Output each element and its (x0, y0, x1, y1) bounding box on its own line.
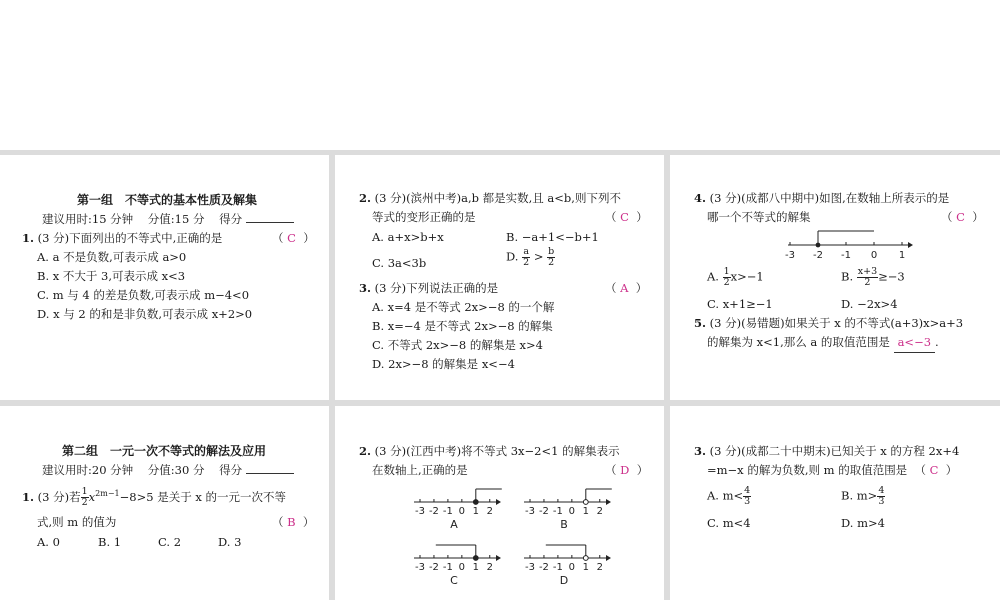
tick-label: -1 (442, 562, 453, 573)
g2-q1-option-b: B. 1 (98, 535, 122, 549)
q3-answer: （ A ） (605, 281, 648, 295)
hollow-dot (583, 556, 588, 561)
q4-option-c: C. x+1≥−1 (707, 297, 773, 311)
number-line-option-c (414, 545, 501, 587)
solid-dot (473, 500, 478, 505)
panel-group2-q2 (335, 406, 664, 600)
q4-tick-label: 0 (870, 250, 878, 261)
option-label: D (559, 574, 569, 587)
q3-stem: 3. (3 分)下列说法正确的是 (359, 281, 499, 295)
tick-label: -3 (415, 562, 425, 573)
group2-title: 第二组 一元一次不等式的解法及应用 (62, 444, 267, 458)
tick-label: 1 (582, 506, 589, 517)
suggested-time: 建议用时:15 分钟 (42, 212, 134, 226)
tick-label: -2 (538, 562, 549, 573)
g2-q2-stem-line2: 在数轴上,正确的是 (372, 463, 468, 477)
tick-label: 2 (486, 562, 493, 573)
panel-group1-q2-q3 (335, 155, 664, 400)
g2-q1-answer: （ B ） (272, 515, 315, 529)
tick-label: -3 (525, 506, 535, 517)
number-line-option-a (414, 489, 502, 531)
total-score: 分值:15 分 (147, 212, 205, 226)
q1-option-c: C. m 与 4 的差是负数,可表示成 m−4<0 (37, 288, 250, 302)
g2-q3-answer: C (929, 463, 939, 477)
group1-title: 第一组 不等式的基本性质及解集 (77, 193, 258, 207)
tick-label: 0 (568, 562, 576, 573)
solid-dot (473, 556, 478, 561)
g2-q3-stem-line1: 3. (3 分)(成都二十中期末)已知关于 x 的方程 2x+4 (694, 444, 960, 458)
q1-option-b: B. x 不大于 3,可表示成 x<3 (37, 269, 186, 283)
g2-q1-option-a: A. 0 (37, 535, 60, 549)
q4-option-b: B. $\frac{x+3}{2}$ ≥−3 (841, 266, 905, 288)
q1-answer: （ C ） (272, 231, 315, 245)
q2-stem-line1: 2. (3 分)(滨州中考)a,b 都是实数,且 a<b,则下列不 (359, 191, 621, 205)
tick-label: 1 (582, 562, 589, 573)
q1-option-a: A. a 不是负数,可表示成 a>0 (37, 250, 187, 264)
q5-stem-line1: 5. (3 分)(易错题)如果关于 x 的不等式(a+3)x>a+3 (694, 316, 964, 330)
tick-label: 1 (472, 506, 479, 517)
g2-q2-answer: （ D ） (605, 463, 649, 477)
q3-option-d: D. 2x>−8 的解集是 x<−4 (372, 357, 515, 371)
q2-option-c: C. 3a<3b (372, 256, 427, 270)
option-label: C (450, 574, 458, 587)
number-line-option-b (524, 489, 612, 531)
g2-q3-option-b: B. m> $\frac{4}{3}$ (841, 485, 885, 507)
g2-q2-number-lines (410, 480, 620, 596)
tick-label: -1 (552, 506, 563, 517)
tick-label: 0 (458, 562, 466, 573)
q2-stem-line2: 等式的变形正确的是 (372, 210, 476, 224)
hollow-dot (583, 500, 588, 505)
q4-option-a: A. $\frac{1}{2}$ x>−1 (707, 266, 764, 288)
g2-q1-option-c: C. 2 (158, 535, 182, 549)
q5-stem-line2: 的解集为 x<1,那么 a 的取值范围是 a<−3 . (707, 333, 939, 353)
tick-label: 0 (568, 506, 576, 517)
score-label: 得分 (219, 212, 243, 226)
q5-answer: a<−3 (897, 335, 932, 349)
tick-label: 0 (458, 506, 466, 517)
tick-label: -3 (525, 562, 535, 573)
score-blank[interactable] (246, 461, 294, 474)
q4-stem-line1: 4. (3 分)(成都八中期中)如图,在数轴上所表示的是 (694, 191, 950, 205)
q2-option-a: A. a+x>b+x (372, 230, 444, 244)
q1-option-d: D. x 与 2 的和是非负数,可表示成 x+2>0 (37, 307, 253, 321)
tick-label: -1 (442, 506, 453, 517)
panel-group2-q3 (670, 406, 1000, 600)
g2-q3-option-d: D. m>4 (841, 516, 885, 530)
q4-tick-label: -2 (813, 250, 823, 261)
tick-label: -2 (538, 506, 549, 517)
g2-q1-option-d: D. 3 (218, 535, 242, 549)
panel-group1-q4-q5 (670, 155, 1000, 400)
panel-group2-q1 (0, 406, 329, 600)
q4-tick-label: -1 (841, 250, 851, 261)
g2-q1-stem-line2: 式,则 m 的值为 (37, 515, 117, 529)
g2-q1-stem-line1: 1. (3 分)若 $\frac{1}{2}$ $x^{2m-1}-8>5$ 是关于 x 的一元一次不等 (22, 486, 286, 509)
q2-answer: （ C ） (605, 210, 648, 224)
g2-q3-stem-line2: =m−x 的解为负数,则 m 的取值范围是 （ C ） (707, 463, 958, 477)
q4-tick-label: 1 (898, 250, 906, 261)
tick-label: 2 (596, 506, 603, 517)
tick-label: -2 (428, 562, 439, 573)
tick-label: -3 (415, 506, 425, 517)
q2-option-b: B. −a+1<−b+1 (506, 230, 599, 244)
q3-option-a: A. x=4 是不等式 2x>−8 的一个解 (372, 300, 555, 314)
option-label: B (560, 518, 568, 531)
option-label: A (450, 518, 458, 531)
tick-label: -2 (428, 506, 439, 517)
score-blank[interactable] (246, 210, 294, 223)
q4-option-d: D. −2x>4 (841, 297, 898, 311)
tick-label: -1 (552, 562, 563, 573)
g2-q3-option-c: C. m<4 (707, 516, 751, 530)
q2-option-d: D. $\frac{a}{2}$ > $\frac{b}{2}$ (506, 246, 555, 268)
q3-option-b: B. x=−4 是不等式 2x>−8 的解集 (372, 319, 553, 333)
tick-label: 1 (472, 562, 479, 573)
q3-option-c: C. 不等式 2x>−8 的解集是 x>4 (372, 338, 543, 352)
g2-q3-option-a: A. m< $\frac{4}{3}$ (707, 485, 751, 507)
group2-meta: 建议用时:20 分钟 分值:30 分 得分 (42, 461, 294, 480)
number-line-option-d (524, 545, 611, 587)
q1-stem: 1. (3 分)下面列出的不等式中,正确的是 (22, 231, 223, 245)
q4-answer: （ C ） (941, 210, 984, 224)
group1-meta (42, 210, 294, 229)
q4-stem-line2: 哪一个不等式的解集 (707, 210, 811, 224)
tick-label: 2 (596, 562, 603, 573)
q4-number-line (782, 225, 914, 263)
panel-group1-q1 (0, 155, 329, 400)
q4-tick-label: -3 (785, 250, 795, 261)
tick-label: 2 (486, 506, 493, 517)
g2-q2-stem-line1: 2. (3 分)(江西中考)将不等式 3x−2<1 的解集表示 (359, 444, 620, 458)
